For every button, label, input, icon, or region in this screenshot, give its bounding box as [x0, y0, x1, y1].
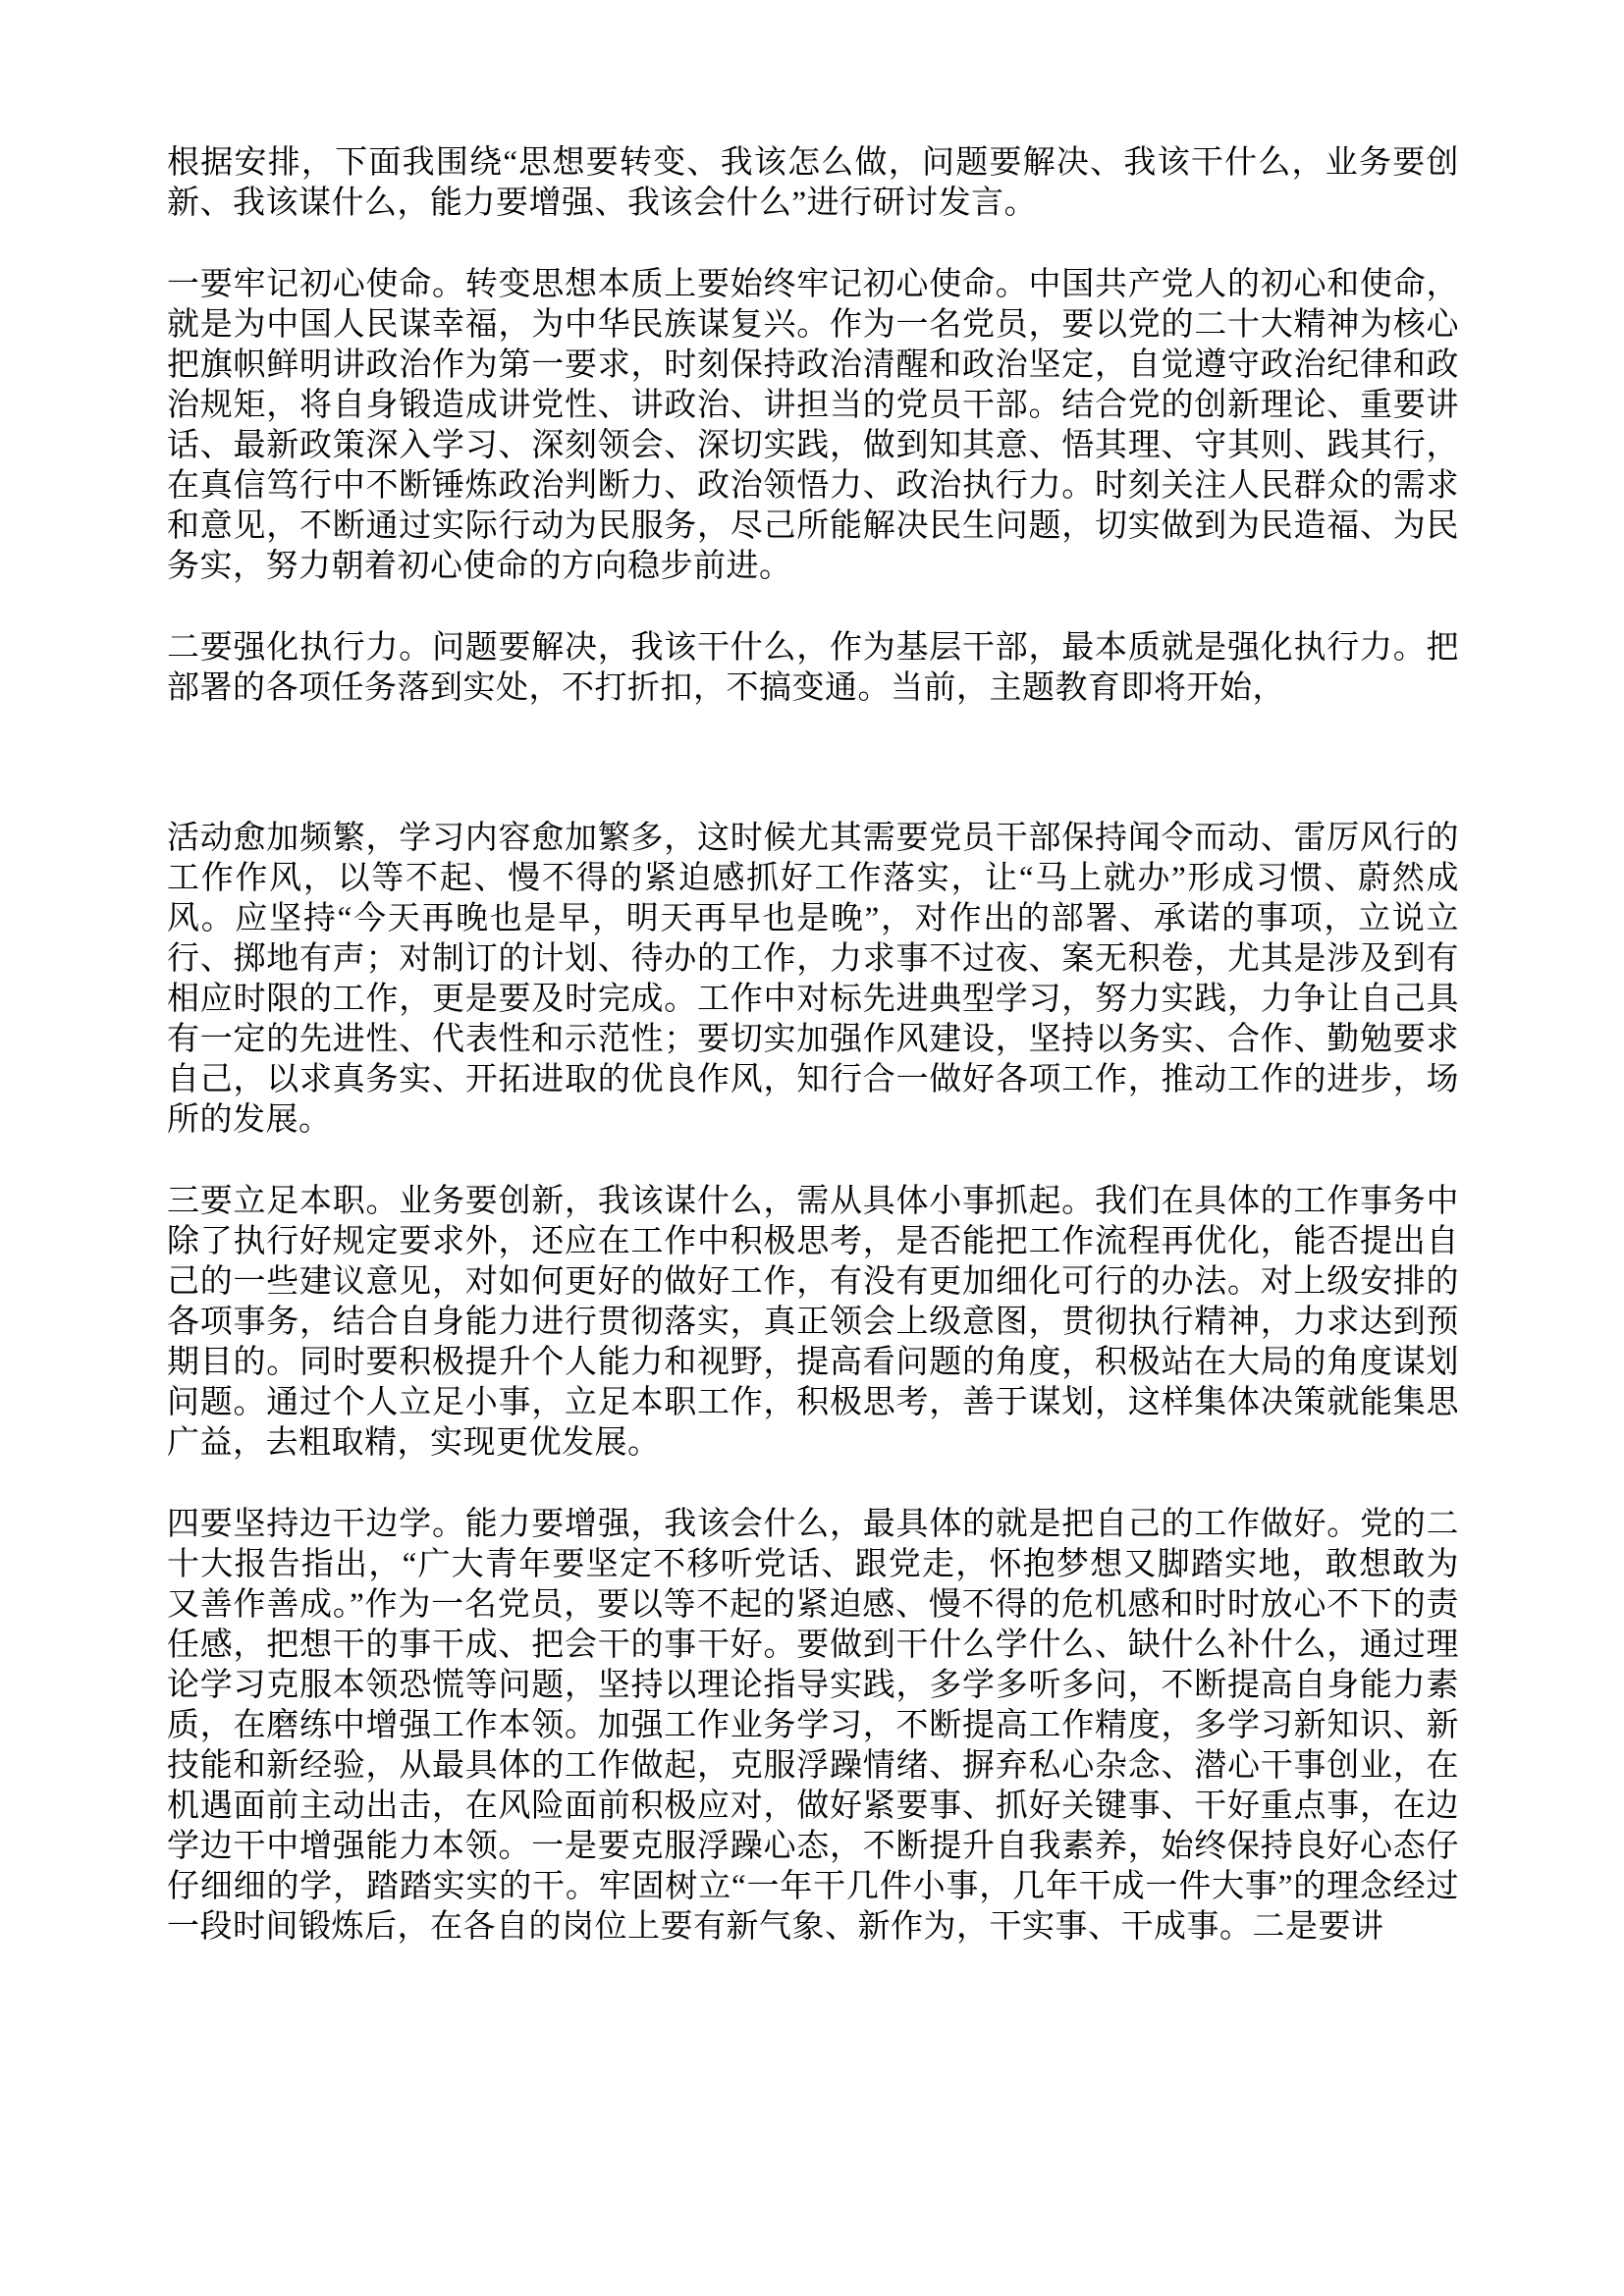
paragraph-point-2-part-2: 活动愈加频繁，学习内容愈加繁多，这时候尤其需要党员干部保持闻令而动、雷厉风行的工作作风，以等不起、慢不得的紧迫感抓好工作落实，让“马上就办”形成习惯、蔚然成风。应坚持“今天再晚也是早，明天再早也是晚”，对作出的部署、承诺的事项，立说立行、掷地有声；对制订的计划、待办的工作，力求事不过夜、案无积卷，尤其是涉及到有相应时限的工作，更是要及时完成。工作中对标先进典型学习，努力实践，力争让自己具有一定的先进性、代表性和示范性；要切实加强作风建设，坚持以务实、合作、勤勉要求自己，以求真务实、开拓进取的优良作风，知行合一做好各项工作，推动工作的进步，场所的发展。 [167, 821, 1459, 1138]
paragraph-intro: 根据安排，下面我围绕“思想要转变、我该怎么做，问题要解决、我该干什么，业务要创新、我该谋什么，能力要增强、我该会什么”进行研讨发言。 [167, 145, 1459, 221]
paragraph-point-2-part-1: 二要强化执行力。问题要解决，我该干什么，作为基层干部，最本质就是强化执行力。把部署的各项任务落到实处，不打折扣，不搞变通。当前，主题教育即将开始， [167, 630, 1459, 706]
paragraph-point-1: 一要牢记初心使命。转变思想本质上要始终牢记初心使命。中国共产党人的初心和使命，就是为中国人民谋幸福，为中华民族谋复兴。作为一名党员，要以党的二十大精神为核心把旗帜鲜明讲政治作为第一要求，时刻保持政治清醒和政治坚定，自觉遵守政治纪律和政治规矩，将自身锻造成讲党性、讲政治、讲担当的党员干部。结合党的创新理论、重要讲话、最新政策深入学习、深刻领会、深切实践，做到知其意、悟其理、守其则、践其行，在真信笃行中不断锤炼政治判断力、政治领悟力、政治执行力。时刻关注人民群众的需求和意见，不断通过实际行动为民服务，尽己所能解决民生问题，切实做到为民造福、为民务实，努力朝着初心使命的方向稳步前进。 [167, 267, 1459, 584]
paragraph-point-4: 四要坚持边干边学。能力要增强，我该会什么，最具体的就是把自己的工作做好。党的二十大报告指出，“广大青年要坚定不移听党话、跟党走，怀抱梦想又脚踏实地，敢想敢为又善作善成。”作为一名党员，要以等不起的紧迫感、慢不得的危机感和时时放心不下的责任感，把想干的事干成、把会干的事干好。要做到干什么学什么、缺什么补什么，通过理论学习克服本领恐慌等问题，坚持以理论指导实践，多学多听多问，不断提高自身能力素质，在磨练中增强工作本领。加强工作业务学习，不断提高工作精度，多学习新知识、新技能和新经验，从最具体的工作做起，克服浮躁情绪、摒弃私心杂念、潜心干事创业，在机遇面前主动出击，在风险面前积极应对，做好紧要事、抓好关键事、干好重点事，在边学边干中增强能力本领。一是要克服浮躁心态，不断提升自我素养，始终保持良好心态仔仔细细的学，踏踏实实的干。牢固树立“一年干几件小事，几年干成一件大事”的理念经过一段时间锻炼后，在各自的岗位上要有新气象、新作为，干实事、干成事。二是要讲 [167, 1507, 1459, 1945]
paragraph-point-3: 三要立足本职。业务要创新，我该谋什么，需从具体小事抓起。我们在具体的工作事务中除了执行好规定要求外，还应在工作中积极思考，是否能把工作流程再优化，能否提出自己的一些建议意见，对如何更好的做好工作，有没有更加细化可行的办法。对上级安排的各项事务，结合自身能力进行贯彻落实，真正领会上级意图，贯彻执行精神，力求达到预期目的。同时要积极提升个人能力和视野，提高看问题的角度，积极站在大局的角度谋划问题。通过个人立足小事，立足本职工作，积极思考，善于谋划，这样集体决策就能集思广益，去粗取精，实现更优发展。 [167, 1184, 1459, 1461]
